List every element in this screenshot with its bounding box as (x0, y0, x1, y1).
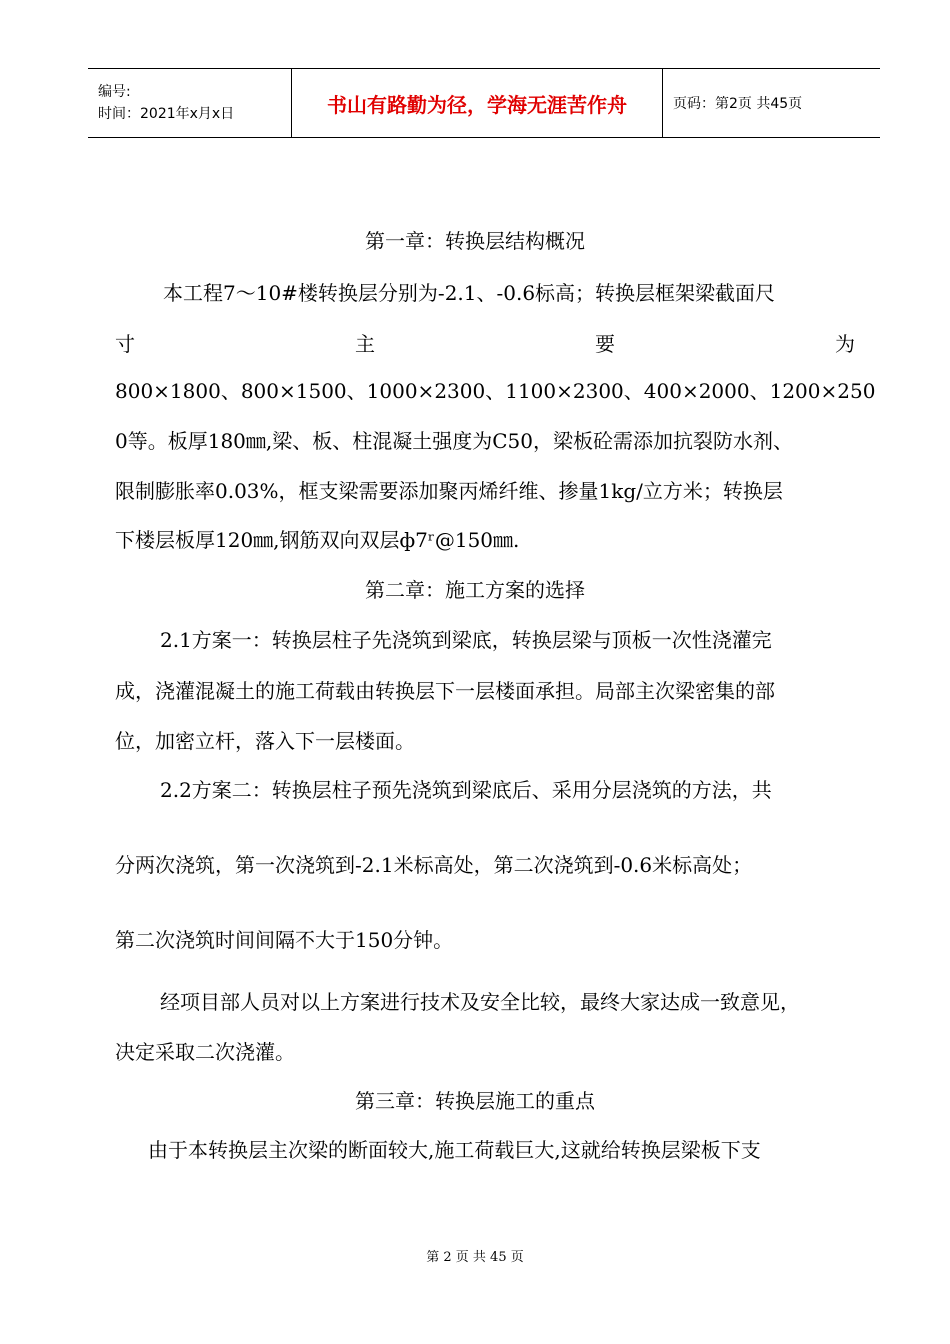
header-page-cell (663, 69, 880, 137)
paragraph-5-line-1: 由于本转换层主次梁的断面较大,施工荷载巨大,这就给转换层梁板下支 (148, 1138, 761, 1162)
paragraph-3-line-2: 分两次浇筑，第一次浇筑到-2.1米标高处，第二次浇筑到-0.6米标高处； (115, 853, 753, 877)
paragraph-1-line-5: 限制膨胀率0.03%，框支梁需要添加聚丙烯纤维、掺量1kg/立方米；转换层 (115, 479, 783, 503)
word: 为 (835, 332, 855, 356)
paragraph-1-line-2 (115, 328, 855, 357)
number-label: 编号: (98, 84, 131, 100)
motto-text: 书山有路勤为径，学海无涯苦作舟 (327, 92, 627, 117)
document-header (88, 68, 880, 138)
time-label: 时间：2021年x月x日 (98, 106, 235, 122)
word: 主 (355, 332, 375, 356)
word: 要 (595, 332, 615, 356)
page-label: 页码：第2页 共45页 (673, 96, 803, 112)
paragraph-3-line-3: 第二次浇筑时间间隔不大于150分钟。 (115, 928, 454, 952)
chapter-3-title: 第三章：转换层施工的重点 (355, 1089, 595, 1113)
paragraph-4-line-2: 决定采取二次浇灌。 (115, 1040, 295, 1064)
page-footer: 第 2 页 共 45 页 (426, 1250, 524, 1265)
header-motto-cell (291, 69, 663, 137)
paragraph-1-line-3: 800×1800、800×1500、1000×2300、1100×2300、400×2000、1200×250 (115, 379, 876, 403)
paragraph-1-line-1: 本工程7～10#楼转换层分别为-2.1、-0.6标高；转换层框架梁截面尺 (163, 281, 776, 305)
chapter-2-title: 第二章：施工方案的选择 (365, 578, 585, 602)
paragraph-4-line-1: 经项目部人员对以上方案进行技术及安全比较，最终大家达成一致意见， (160, 990, 800, 1014)
word: 寸 (115, 332, 135, 356)
paragraph-3-line-1: 2.2方案二：转换层柱子预先浇筑到梁底后、采用分层浇筑的方法，共 (160, 778, 772, 802)
paragraph-2-line-3: 位，加密立杆，落入下一层楼面。 (115, 729, 415, 753)
paragraph-1-line-6: 下楼层板厚120㎜,钢筋双向双层ф7ʳ@150㎜. (115, 528, 520, 552)
header-meta (88, 69, 291, 137)
chapter-1-title: 第一章：转换层结构概况 (365, 229, 585, 253)
paragraph-2-line-2: 成，浇灌混凝土的施工荷载由转换层下一层楼面承担。局部主次梁密集的部 (115, 679, 775, 703)
paragraph-1-line-4: 0等。板厚180㎜,梁、板、柱混凝土强度为C50，梁板砼需添加抗裂防水剂、 (115, 429, 794, 453)
paragraph-2-line-1: 2.1方案一：转换层柱子先浇筑到梁底，转换层梁与顶板一次性浇灌完 (160, 628, 772, 652)
